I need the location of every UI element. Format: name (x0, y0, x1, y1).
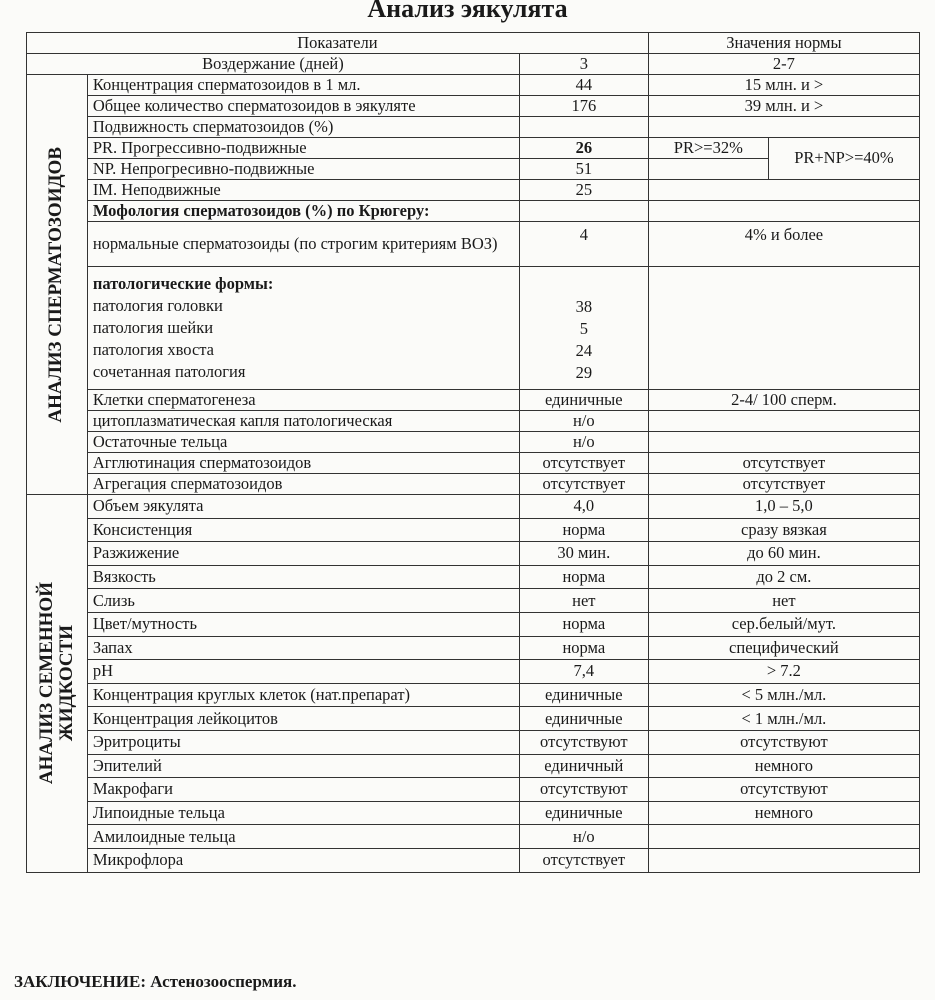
table-row (27, 801, 920, 825)
table-row (27, 754, 920, 778)
row-label: Разжижение (87, 542, 519, 566)
row-norm: 4% и более (648, 222, 919, 267)
table-row (27, 474, 920, 495)
row-label: Макрофаги (87, 778, 519, 802)
row-value: норма (519, 636, 648, 660)
table-row (27, 848, 920, 872)
row-norm: отсутствуют (648, 730, 919, 754)
table-row (27, 432, 920, 453)
page-title: Анализ эякулята (367, 0, 568, 23)
path-comb-label: сочетанная патология (92, 362, 246, 381)
row-value: единичные (519, 390, 648, 411)
table-row (27, 390, 920, 411)
row-value: норма (519, 612, 648, 636)
table-row (27, 589, 920, 613)
table-row (27, 411, 920, 432)
col-norm-header: Значения нормы (648, 33, 919, 54)
table-row (27, 825, 920, 849)
abstinence-row (27, 54, 920, 75)
row-norm: нет (648, 589, 919, 613)
table-row (27, 180, 920, 201)
row-label: Концентрация круглых клеток (нат.препарат) (87, 683, 519, 707)
row-label: pH (87, 660, 519, 684)
table-row (27, 683, 920, 707)
row-value: н/о (519, 411, 648, 432)
row-value: отсутствует (519, 453, 648, 474)
row-label: Цвет/мутность (87, 612, 519, 636)
row-label: Эритроциты (87, 730, 519, 754)
row-norm: 1,0 – 5,0 (648, 495, 919, 519)
path-comb-value: 29 (575, 363, 593, 382)
table-row (27, 660, 920, 684)
path-neck-label: патология шейки (92, 318, 214, 337)
path-title: патологические формы: (92, 274, 274, 293)
row-label: Клетки сперматогенеза (87, 390, 519, 411)
section-fluid-label-line1: АНАЛИЗ СЕМЕННОЙ (35, 582, 57, 785)
row-label: Подвижность сперматозоидов (%) (87, 117, 519, 138)
abstinence-norm: 2-7 (648, 54, 919, 75)
row-label: IM. Неподвижные (87, 180, 519, 201)
table-row (27, 201, 920, 222)
row-value: норма (519, 565, 648, 589)
row-label: Концентрация лейкоцитов (87, 707, 519, 731)
section-fluid-label-line2: ЖИДКОСТИ (55, 625, 77, 742)
row-norm: до 60 мин. (648, 542, 919, 566)
row-value: н/о (519, 432, 648, 453)
row-label: Липоидные тельца (87, 801, 519, 825)
row-label: Амилоидные тельца (87, 825, 519, 849)
row-norm: сразу вязкая (648, 518, 919, 542)
row-value: 25 (519, 180, 648, 201)
row-label: PR. Прогрессивно-подвижные (87, 138, 519, 159)
row-value: 26 (519, 138, 648, 159)
table-row (27, 542, 920, 566)
path-neck-value: 5 (579, 319, 588, 338)
abstinence-value: 3 (519, 54, 648, 75)
row-value: отсутствует (519, 474, 648, 495)
col-params-header: Показатели (27, 33, 649, 54)
row-norm: немного (648, 754, 919, 778)
row-value: единичные (519, 801, 648, 825)
row-norm: < 5 млн./мл. (648, 683, 919, 707)
row-label: цитоплазматическая капля патологическая (87, 411, 519, 432)
section-sperm-label-cell (27, 75, 88, 495)
row-label: Микрофлора (87, 848, 519, 872)
table-row (27, 707, 920, 731)
row-norm (648, 848, 919, 872)
section-sperm-label: АНАЛИЗ СПЕРМАТОЗОИДОВ (45, 146, 67, 423)
row-label: Консистенция (87, 518, 519, 542)
table-row (27, 495, 920, 519)
table-row (27, 138, 920, 159)
row-value: единичный (519, 754, 648, 778)
row-label: Эпителий (87, 754, 519, 778)
row-value: 44 (519, 75, 648, 96)
row-value: 176 (519, 96, 648, 117)
table-row (27, 778, 920, 802)
table-row (27, 518, 920, 542)
row-value: 7,4 (519, 660, 648, 684)
row-value: 30 мин. (519, 542, 648, 566)
table-row (27, 267, 920, 390)
row-label: Общее количество сперматозоидов в эякуляте (87, 96, 519, 117)
row-value: единичные (519, 683, 648, 707)
path-tail-value: 24 (575, 341, 593, 360)
path-tail-label: патология хвоста (92, 340, 215, 359)
row-label: Слизь (87, 589, 519, 613)
table-row (27, 96, 920, 117)
row-norm: 2-4/ 100 сперм. (648, 390, 919, 411)
row-value: 51 (519, 159, 648, 180)
row-norm: сер.белый/мут. (648, 612, 919, 636)
pr-norm: PR>=32% (648, 138, 768, 159)
row-label: Концентрация сперматозоидов в 1 мл. (87, 75, 519, 96)
table-row (27, 730, 920, 754)
table-row (27, 117, 920, 138)
table-row (27, 453, 920, 474)
table-row (27, 612, 920, 636)
table-row (27, 222, 920, 267)
fluid-section (27, 495, 920, 873)
row-norm: специфический (648, 636, 919, 660)
row-norm (648, 825, 919, 849)
pr-np-norm: PR+NP>=40% (768, 138, 919, 180)
row-label: Объем эякулята (87, 495, 519, 519)
header-row (27, 33, 920, 54)
row-norm: 39 млн. и > (648, 96, 919, 117)
row-value: отсутствует (519, 848, 648, 872)
row-norm: до 2 см. (648, 565, 919, 589)
row-value: отсутствуют (519, 730, 648, 754)
row-norm: отсутствует (648, 474, 919, 495)
table-row (27, 75, 920, 96)
abstinence-label: Воздержание (дней) (27, 54, 520, 75)
row-norm: отсутствует (648, 453, 919, 474)
row-value: единичные (519, 707, 648, 731)
row-label: Вязкость (87, 565, 519, 589)
row-value: норма (519, 518, 648, 542)
path-head-label: патология головки (92, 296, 223, 315)
section-fluid-label-cell (27, 495, 88, 873)
row-norm: отсутствуют (648, 778, 919, 802)
semen-analysis-table (26, 32, 920, 873)
conclusion: ЗАКЛЮЧЕНИЕ: Астенозооспермия. (14, 972, 297, 991)
row-label: Агрегация сперматозоидов (87, 474, 519, 495)
table-row (27, 565, 920, 589)
row-norm: немного (648, 801, 919, 825)
row-label: Запах (87, 636, 519, 660)
row-norm: 15 млн. и > (648, 75, 919, 96)
table-row (27, 636, 920, 660)
row-value: н/о (519, 825, 648, 849)
row-label: NP. Непрогресивно-подвижные (87, 159, 519, 180)
row-value: отсутствуют (519, 778, 648, 802)
row-norm: > 7.2 (648, 660, 919, 684)
row-label: Остаточные тельца (87, 432, 519, 453)
row-label: Мофология сперматозоидов (%) по Крюгеру: (87, 201, 519, 222)
path-head-value: 38 (575, 297, 593, 316)
row-norm: < 1 млн./мл. (648, 707, 919, 731)
row-value: 4,0 (519, 495, 648, 519)
row-label: нормальные сперматозоиды (по строгим критериям ВОЗ) (87, 222, 519, 267)
row-value: 4 (519, 222, 648, 267)
row-label: Агглютинация сперматозоидов (87, 453, 519, 474)
row-value: нет (519, 589, 648, 613)
